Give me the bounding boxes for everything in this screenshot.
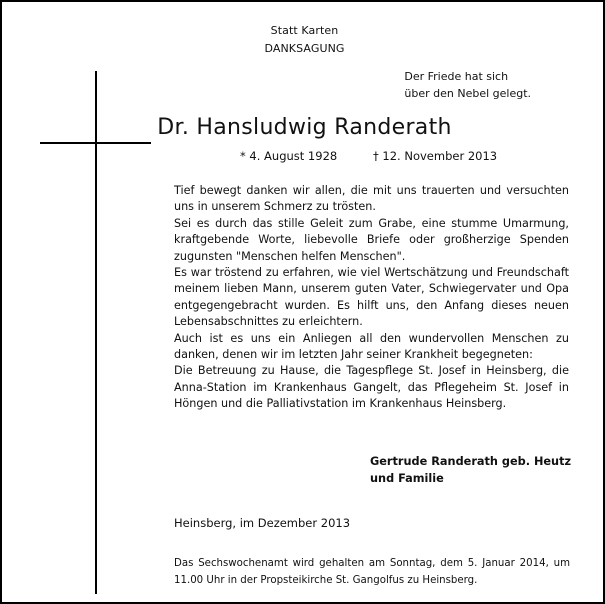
signature-line-1: Gertrude Randerath geb. Heutz bbox=[370, 455, 572, 468]
death-date: † 12. November 2013 bbox=[373, 149, 498, 163]
paragraph: Es war tröstend zu erfahren, wie viel Wertschätzung und Freundschaft meinem lieben Mann, unserem guten Vater, Schwiegervater und Opa entgegengebracht wurden. Es hilft uns, den Anfang dieses neuen Lebensabschnittes zu erleichtern. bbox=[174, 266, 569, 329]
quote-line-1: Der Friede hat sich bbox=[404, 70, 509, 83]
quote-line-2: über den Nebel gelegt. bbox=[404, 87, 531, 100]
cross-icon-vertical bbox=[95, 71, 97, 594]
requiem-notice bbox=[174, 556, 570, 589]
birth-date: * 4. August 1928 bbox=[240, 149, 338, 163]
header-danksagung: DANKSAGUNG bbox=[264, 42, 345, 55]
notice-text: Das Sechswochenamt wird gehalten am Sonntag, dem 5. Januar 2014, um 11.00 Uhr in der Propsteikirche St. Gangolfus zu Heinsberg. bbox=[174, 558, 570, 586]
place-date: Heinsberg, im Dezember 2013 bbox=[174, 516, 351, 530]
cross-icon-horizontal bbox=[40, 142, 151, 144]
deceased-name: Dr. Hansludwig Randerath bbox=[157, 115, 452, 140]
paragraph: Sei es durch das stille Geleit zum Grabe, eine stumme Umarmung, kraftgebende Worte, liebevolle Briefe oder großherzige Spenden zugunsten "Menschen helfen Menschen". bbox=[174, 216, 569, 263]
paragraph: Auch ist es uns ein Anliegen all den wundervollen Menschen zu danken, denen wir im letzten Jahr seiner Krankheit begegneten: bbox=[174, 331, 569, 362]
signature bbox=[370, 453, 571, 487]
signature-line-2: und Familie bbox=[370, 472, 444, 485]
thank-you-text bbox=[174, 183, 569, 413]
paragraph: Tief bewegt danken wir allen, die mit uns trauerten und versuchten uns in unserem Schmerz zu trösten. bbox=[174, 184, 569, 214]
quote bbox=[404, 68, 531, 102]
paragraph: Die Betreuung zu Hause, die Tagespflege St. Josef in Heinsberg, die Anna-Station im Krankenhaus Gangelt, das Pflegeheim St. Josef in Höngen und die Palliativstation im Krankenhaus Heinsberg. bbox=[174, 364, 569, 411]
header-statt-karten: Statt Karten bbox=[270, 24, 339, 37]
